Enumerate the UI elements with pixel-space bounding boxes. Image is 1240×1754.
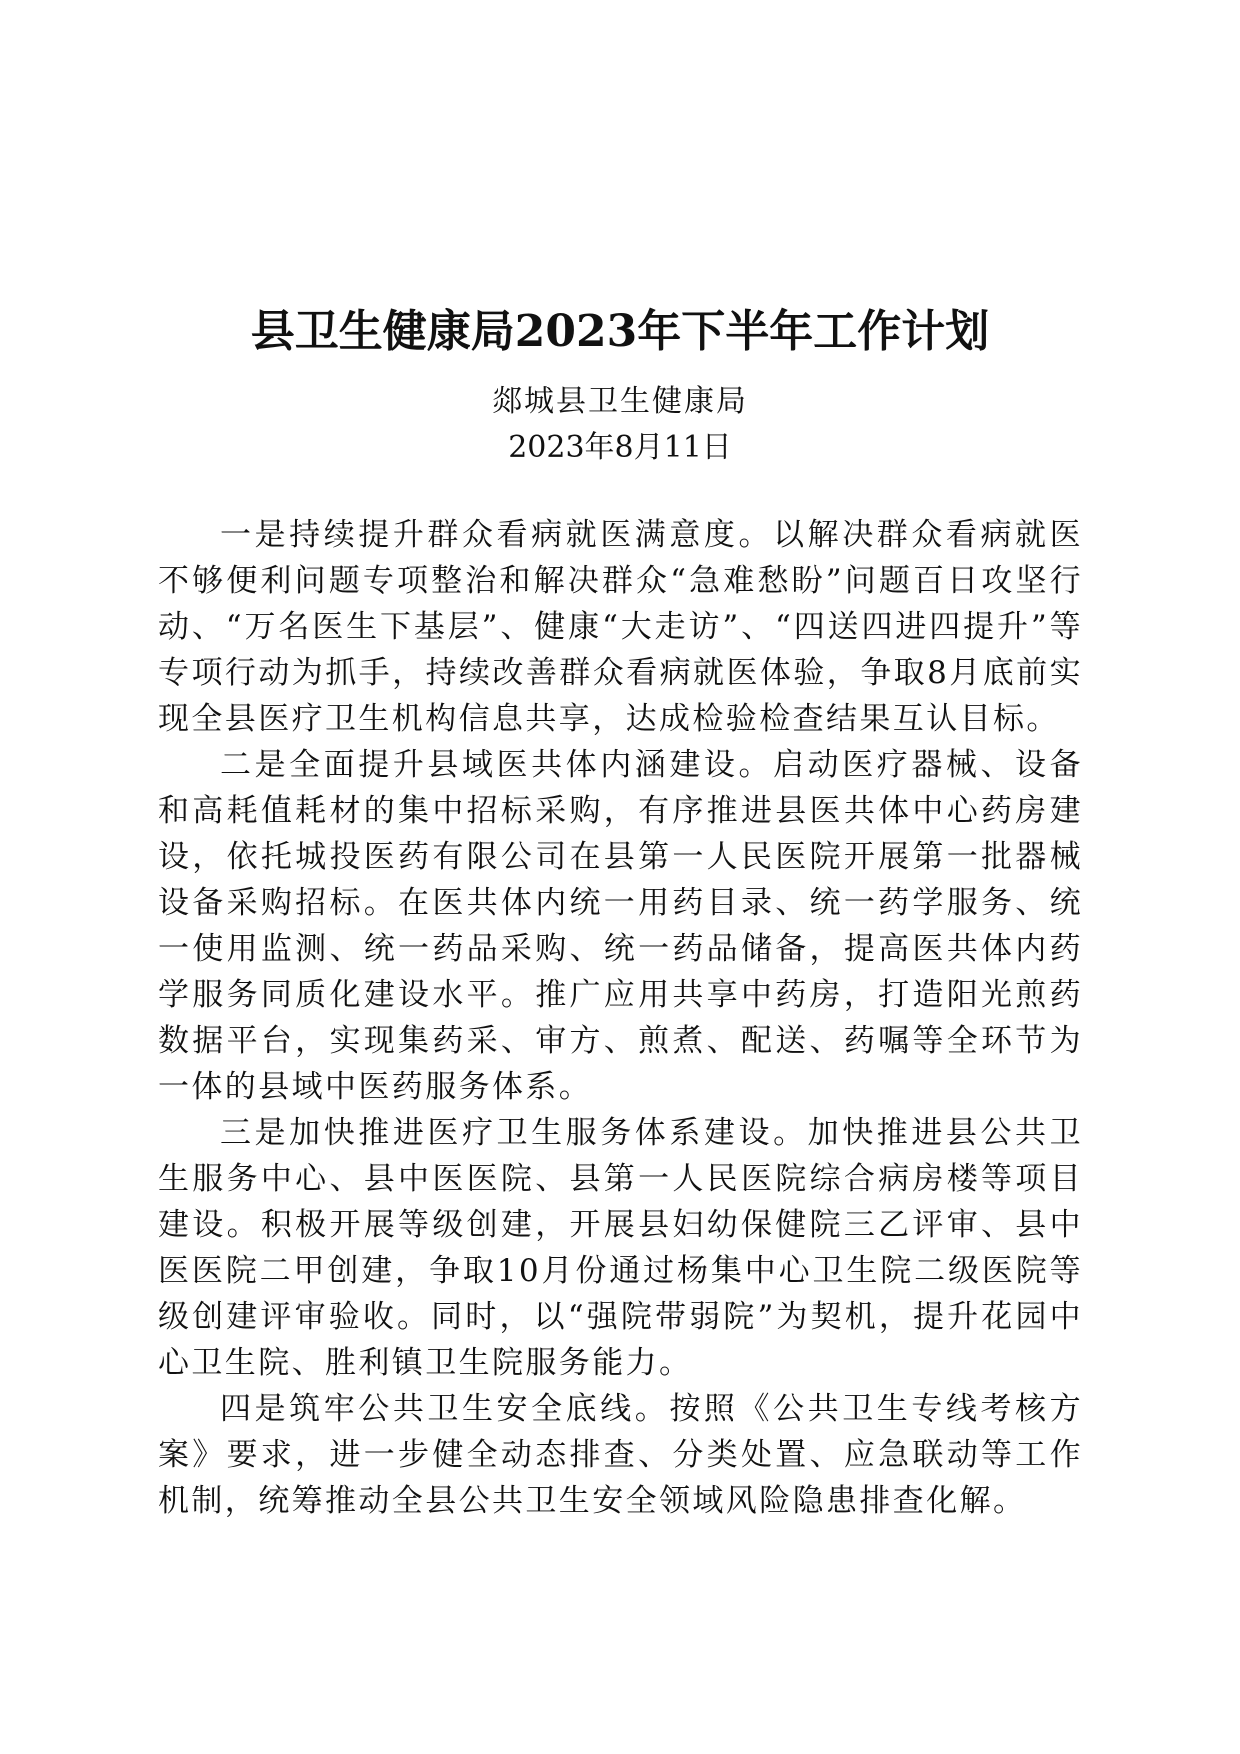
issuer-name: 郯城县卫生健康局: [492, 384, 748, 419]
paragraph-3: 三是加快推进医疗卫生服务体系建设。加快推进县公共卫生服务中心、县中医医院、县第一人民医院综合病房楼等项目建设。积极开展等级创建，开展县妇幼保健院三乙评审、县中医医院二甲创建，争取10月份通过杨集中心卫生院二级医院等级创建评审验收。同时，以“强院带弱院”为契机，提升花园中心卫生院、胜利镇卫生院服务能力。: [158, 1115, 1083, 1381]
paragraph-4: 四是筑牢公共卫生安全底线。按照《公共卫生专线考核方案》要求，进一步健全动态排查、分类处置、应急联动等工作机制，统筹推动全县公共卫生安全领域风险隐患排查化解。: [158, 1391, 1083, 1519]
document-date: 2023年8月11日: [508, 430, 732, 465]
document-body: [158, 512, 1083, 1524]
paragraph-2: 二是全面提升县域医共体内涵建设。启动医疗器械、设备和高耗值耗材的集中招标采购，有序推进县医共体中心药房建设，依托城投医药有限公司在县第一人民医院开展第一批器械设备采购招标。在医共体内统一用药目录、统一药学服务、统一使用监测、统一药品采购、统一药品储备，提高医共体内药学服务同质化建设水平。推广应用共享中药房，打造阳光煎药数据平台，实现集药采、审方、煎煮、配送、药嘱等全环节为一体的县域中医药服务体系。: [158, 747, 1083, 1105]
paragraph-1: 一是持续提升群众看病就医满意度。以解决群众看病就医不够便利问题专项整治和解决群众“急难愁盼”问题百日攻坚行动、“万名医生下基层”、健康“大走访”、“四送四进四提升”等专项行动为抓手，持续改善群众看病就医体验，争取8月底前实现全县医疗卫生机构信息共享，达成检验检查结果互认目标。: [158, 517, 1083, 737]
document-title: 县卫生健康局2023年下半年工作计划: [250, 306, 990, 357]
